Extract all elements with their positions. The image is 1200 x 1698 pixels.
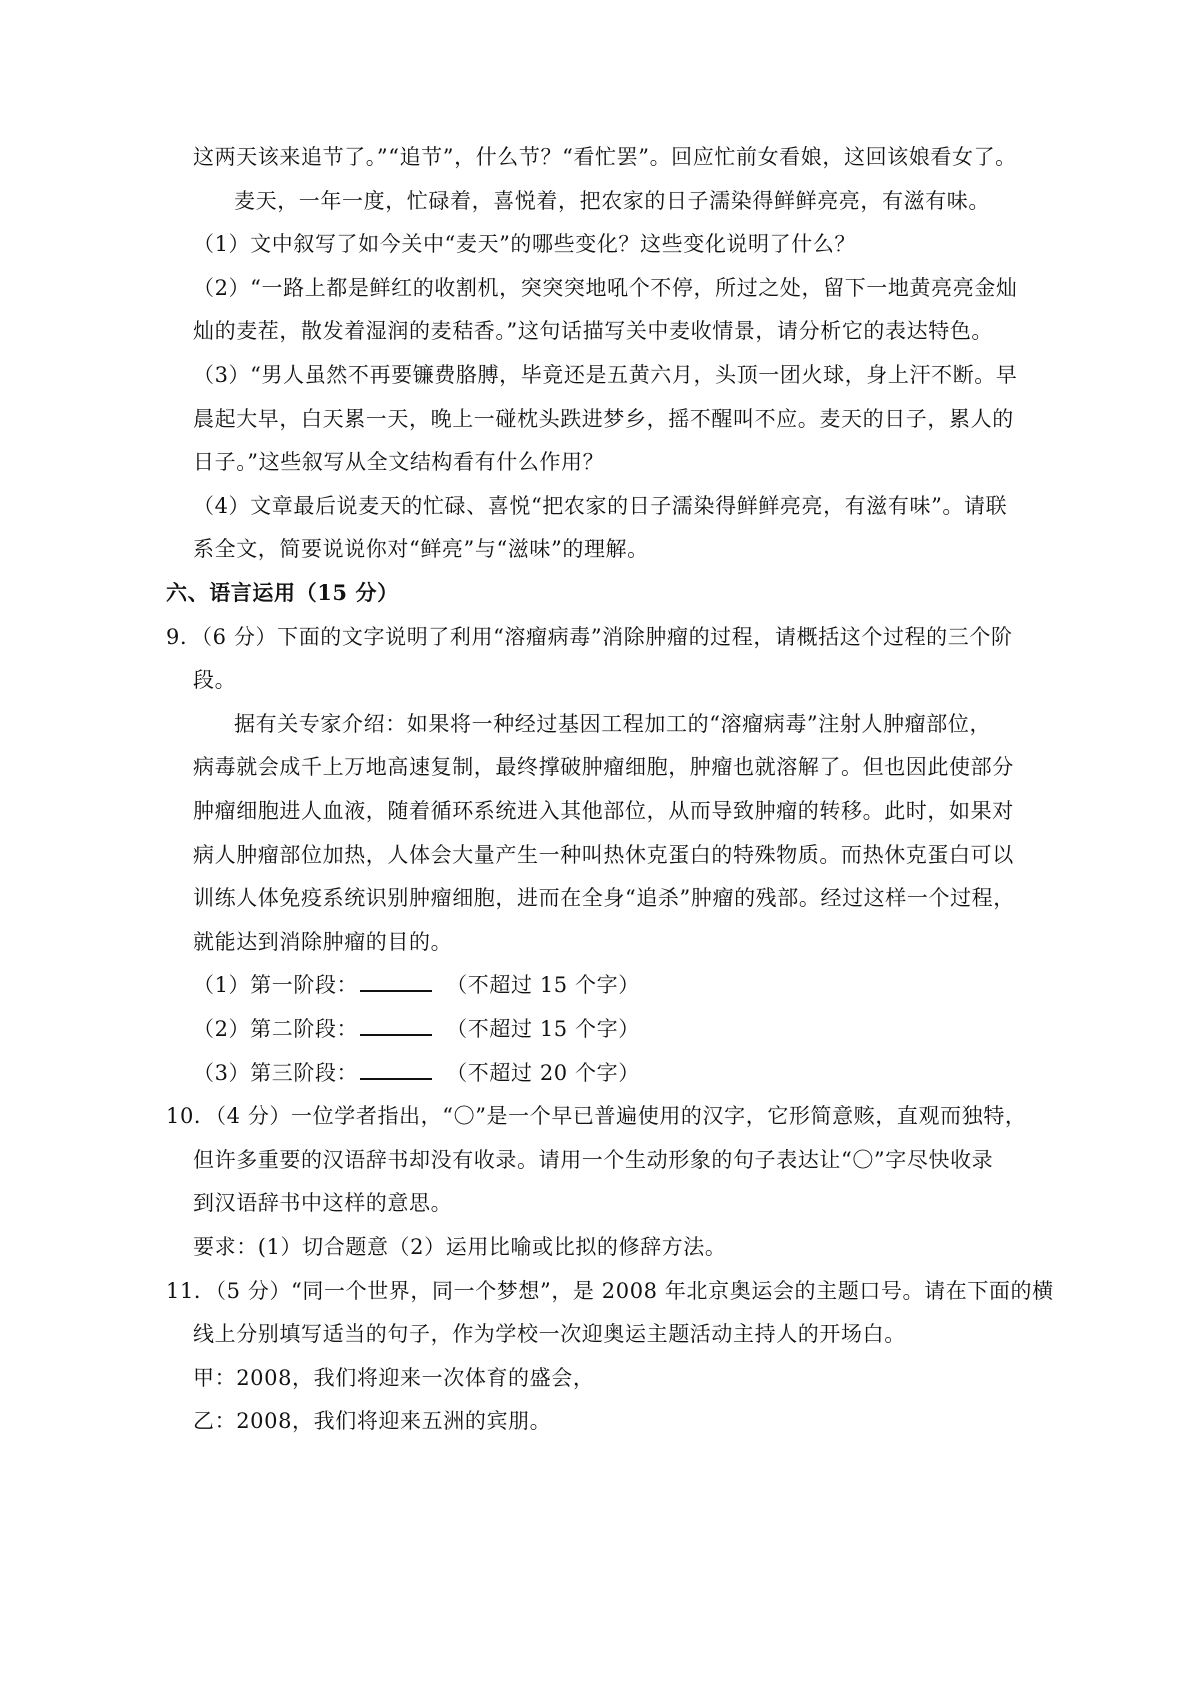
stage-3-label: （3）第三阶段： <box>193 1061 359 1085</box>
stage-3-note: （不超过 20 个字） <box>446 1061 640 1085</box>
passage-end-line-2: 麦天，一年一度，忙碌着，喜悦着，把农家的日子濡染得鲜鲜亮亮，有滋有味。 <box>234 189 990 213</box>
stage-1-note: （不超过 15 个字） <box>446 973 640 997</box>
reading-question-2-line-1: （2）“一路上都是鲜红的收割机，突突突地吼个不停，所过之处，留下一地黄亮亮金灿 <box>193 276 1018 300</box>
stage-2-row <box>193 1014 640 1044</box>
question-9-passage-line-4: 病人肿瘤部位加热，人体会大量产生一种叫热休克蛋白的特殊物质。而热休克蛋白可以 <box>193 843 1014 867</box>
question-10-line-2: 但许多重要的汉语辞书却没有收录。请用一个生动形象的句子表达让“〇”字尽快收录 <box>193 1148 994 1172</box>
question-11-line-a: 甲：2008，我们将迎来一次体育的盛会， <box>193 1366 595 1390</box>
reading-question-3-line-2: 晨起大早，白天累一天，晚上一碰枕头跌进梦乡，摇不醒叫不应。麦天的日子，累人的 <box>193 407 1014 431</box>
stage-1-row <box>193 970 640 1000</box>
stage-2-note: （不超过 15 个字） <box>446 1017 640 1041</box>
passage-end-line-1: 这两天该来追节了。”“追节”，什么节？“看忙罢”。回应忙前女看娘，这回该娘看女了。 <box>193 145 1017 169</box>
stage-1-answer-blank[interactable] <box>360 970 432 992</box>
stage-1-label: （1）第一阶段： <box>193 973 359 997</box>
reading-question-3-line-3: 日子。”这些叙写从全文结构看有什么作用？ <box>193 450 605 474</box>
question-11-line-2: 线上分别填写适当的句子，作为学校一次迎奥运主题活动主持人的开场白。 <box>193 1322 906 1346</box>
stage-2-answer-blank[interactable] <box>360 1014 432 1036</box>
question-11-line-1: 11．（5 分）“同一个世界，同一个梦想”，是 2008 年北京奥运会的主题口号。请在下面的横 <box>166 1279 1054 1303</box>
question-9-passage-line-6: 就能达到消除肿瘤的目的。 <box>193 930 453 954</box>
question-9-passage-line-2: 病毒就会成千上万地高速复制，最终撑破肿瘤细胞，肿瘤也就溶解了。但也因此使部分 <box>193 755 1014 779</box>
reading-question-4-line-2: 系全文，简要说说你对“鲜亮”与“滋味”的理解。 <box>193 537 649 561</box>
question-9-passage-line-3: 肿瘤细胞进人血液，随着循环系统进入其他部位，从而导致肿瘤的转移。此时，如果对 <box>193 799 1014 823</box>
question-10-line-3: 到汉语辞书中这样的意思。 <box>193 1191 453 1215</box>
reading-question-4-line-1: （4）文章最后说麦天的忙碌、喜悦“把农家的日子濡染得鲜鲜亮亮，有滋有味”。请联 <box>193 494 1008 518</box>
stage-3-row <box>193 1058 640 1088</box>
reading-question-2-line-2: 灿的麦茬，散发着湿润的麦秸香。”这句话描写关中麦收情景，请分析它的表达特色。 <box>193 319 994 343</box>
section-6-heading: 六、语言运用（15 分） <box>166 580 399 605</box>
question-9-passage-line-5: 训练人体免疫系统识别肿瘤细胞，进而在全身“追杀”肿瘤的残部。经过这样一个过程， <box>193 886 1015 910</box>
stage-3-answer-blank[interactable] <box>360 1058 432 1080</box>
question-11-line-b: 乙：2008，我们将迎来五洲的宾朋。 <box>193 1409 552 1433</box>
question-9-line-1: 9．（6 分）下面的文字说明了利用“溶瘤病毒”消除肿瘤的过程，请概括这个过程的三个阶 <box>166 625 1013 649</box>
question-10-line-1: 10．（4 分）一位学者指出，“〇”是一个早已普遍使用的汉字，它形简意赅，直观而独特， <box>166 1104 1027 1128</box>
question-10-requirements: 要求：(1）切合题意（2）运用比喻或比拟的修辞方法。 <box>193 1235 727 1259</box>
reading-question-1: （1）文中叙写了如今关中“麦天”的哪些变化？这些变化说明了什么？ <box>193 232 857 256</box>
stage-2-label: （2）第二阶段： <box>193 1017 359 1041</box>
reading-question-3-line-1: （3）“男人虽然不再要镰费胳膊，毕竟还是五黄六月，头顶一团火球，身上汗不断。早 <box>193 363 1018 387</box>
question-9-line-2: 段。 <box>193 668 237 692</box>
question-9-passage-line-1: 据有关专家介绍：如果将一种经过基因工程加工的“溶瘤病毒”注射人肿瘤部位， <box>234 712 992 736</box>
